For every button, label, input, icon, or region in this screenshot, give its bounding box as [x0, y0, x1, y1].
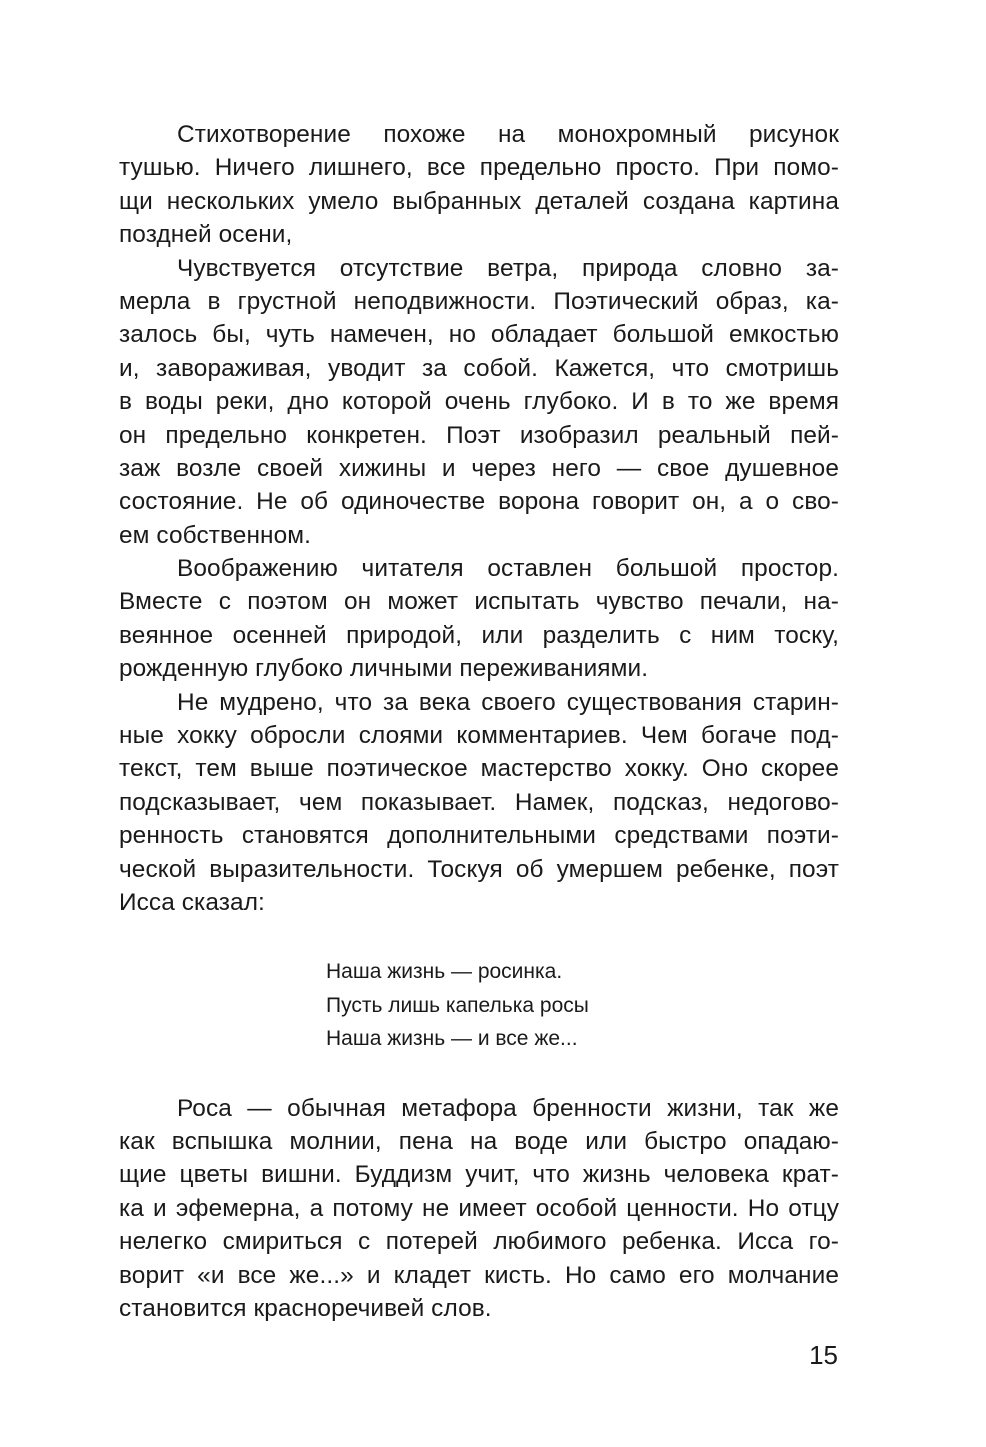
text-line: как вспышка молнии, пена на воде или быстро опадаю- [119, 1127, 839, 1155]
text-line: Исса сказал: [119, 888, 265, 916]
page-body [119, 118, 839, 1325]
text-line: Роса — обычная метафора бренности жизни, так же [177, 1094, 839, 1122]
text-line: щие цветы вишни. Буддизм учит, что жизнь человека крат- [119, 1161, 839, 1189]
text-line: состояние. Не об одиночестве ворона говорит он, а о сво- [119, 488, 839, 516]
poem-line: Пусть лишь капелька росы [326, 993, 589, 1017]
text-line: ка и эфемерна, а потому не имеет особой ценности. Но отцу [119, 1194, 839, 1222]
haiku-poem [119, 955, 839, 1055]
text-line: ные хокку обросли слоями комментариев. Чем богаче под- [119, 722, 839, 750]
text-line: поздней осени, [119, 221, 293, 249]
text-line: Воображению читателя оставлен большой простор. [177, 555, 839, 583]
text-line: Не мудрено, что за века своего существования старин- [177, 688, 839, 716]
text-line: рожденную глубоко личными переживаниями. [119, 655, 649, 683]
paragraph-5 [119, 1092, 839, 1326]
text-line: Чувствуется отсутствие ветра, природа словно за- [177, 254, 839, 282]
text-line: щи нескольких умело выбранных деталей создана картина [119, 187, 839, 215]
text-line: и, завораживая, уводит за собой. Кажется, что смотришь [119, 354, 839, 382]
text-line: залось бы, чуть намечен, но обладает большой емкостью [119, 321, 839, 349]
paragraph-3 [119, 552, 839, 686]
page-number: 15 [809, 1340, 838, 1370]
text-line: Вместе с поэтом он может испытать чувство печали, на- [119, 588, 839, 616]
text-line: мерла в грустной неподвижности. Поэтический образ, ка- [119, 287, 839, 315]
text-line: нелегко смириться с потерей любимого ребенка. Исса го- [119, 1228, 839, 1256]
text-line: заж возле своей хижины и через него — свое душевное [119, 454, 839, 482]
poem-line: Наша жизнь — и все же... [326, 1027, 578, 1051]
text-line: ем собственном. [119, 521, 312, 549]
text-line: Стихотворение похоже на монохромный рисунок [177, 121, 839, 148]
text-line: становится красноречивей слов. [119, 1294, 492, 1322]
text-line: в воды реки, дно которой очень глубоко. И в то же время [119, 388, 839, 416]
paragraph-4 [119, 686, 839, 920]
text-line: ческой выразительности. Тоскуя об умершем ребенке, поэт [119, 855, 839, 883]
text-line: ренность становятся дополнительными средствами поэти- [119, 822, 839, 850]
text-line: он предельно конкретен. Поэт изобразил реальный пей- [119, 421, 839, 449]
paragraph-1 [119, 118, 839, 252]
text-line: веянное осенней природой, или разделить с ним тоску, [119, 621, 839, 649]
text-line: ворит «и все же...» и кладет кисть. Но само его молчание [119, 1261, 839, 1289]
text-line: текст, тем выше поэтическое мастерство хокку. Оно скорее [119, 755, 839, 783]
poem-line: Наша жизнь — росинка. [326, 960, 563, 984]
text-line: тушью. Ничего лишнего, все предельно просто. При помо- [119, 154, 839, 182]
text-line: подсказывает, чем показывает. Намек, подсказ, недогово- [119, 788, 839, 816]
paragraph-2 [119, 252, 839, 553]
